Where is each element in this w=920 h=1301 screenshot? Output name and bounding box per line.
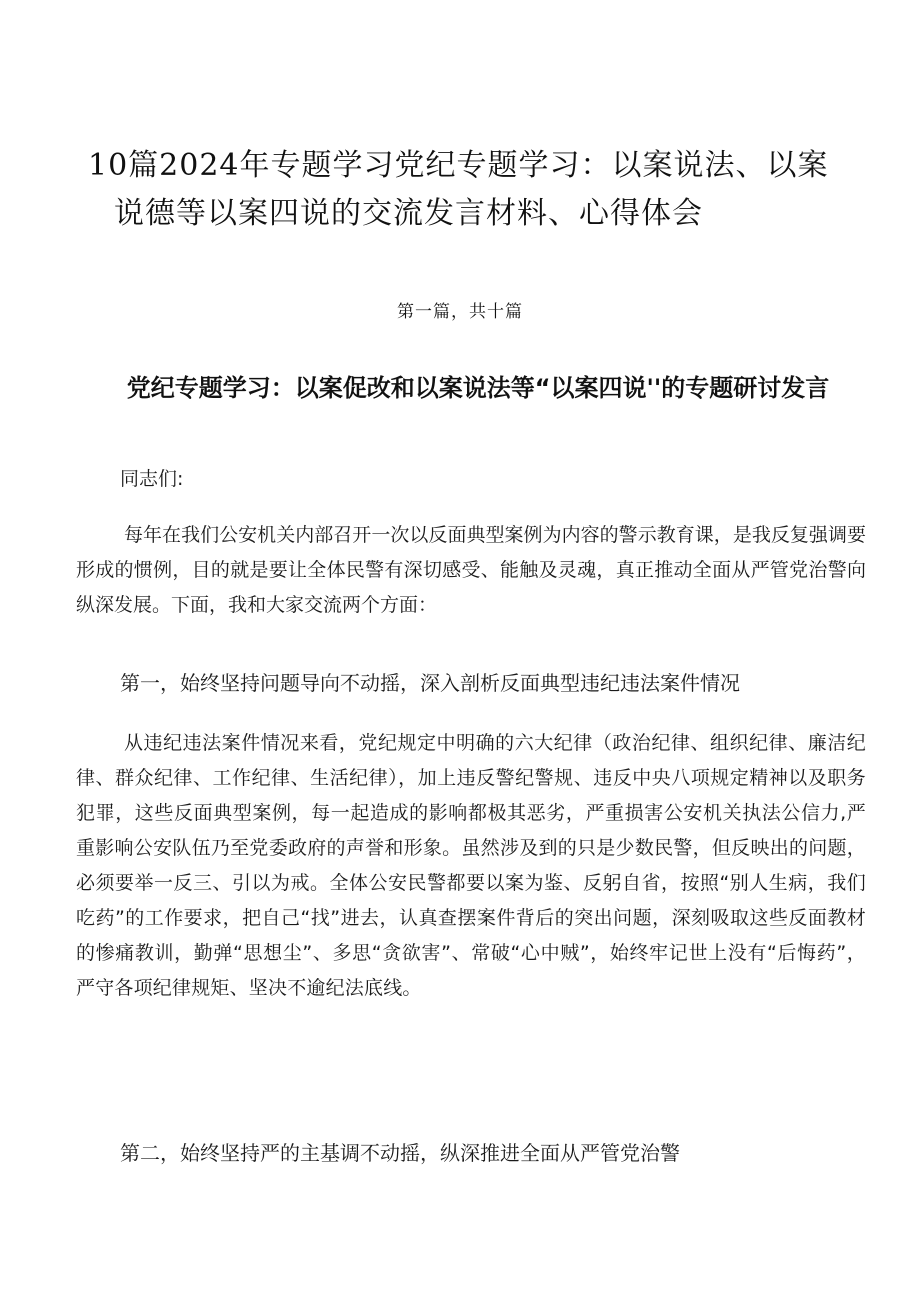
- heading-1: 第一，始终坚持问题导向不动摇，深入剖析反面典型违纪违法案件情况: [120, 671, 740, 695]
- salutation: 同志们:: [120, 468, 184, 490]
- document-title: [88, 142, 858, 238]
- heading-2: 第二，始终坚持严的主基调不动摇，纵深推进全面从严管党治警: [120, 1141, 680, 1165]
- document-title-line-1: 10篇2024年专题学习党纪专题学习：以案说法、以案: [88, 148, 829, 184]
- paragraph-2: 从违纪违法案件情况来看，党纪规定中明确的六大纪律（政治纪律、组织纪律、廉洁纪律、群众纪律、工作纪律、生活纪律），加上违反警纪警规、违反中央八项规定精神以及职务犯罪，这些反面典型案例，每一起造成的影响都极其恶劣，严重损害公安机关执法公信力,严重影响公安队伍乃至党委政府的声誉和形象。虽然涉及到的只是少数民警，但反映出的问题，必须要举一反三、引以为戒。全体公安民警都要以案为鉴、反躬自省，按照“别人生病，我们吃药”的工作要求，把自己“找”进去，认真查摆案件背后的突出问题，深刻吸取这些反面教材的惨痛教训，勤弹“思想尘”、多思“贪欲害”、常破“心中贼”，始终牢记世上没有“后悔药”，严守各项纪律规矩、坚决不逾纪法底线。: [76, 732, 866, 999]
- section-title: 党纪专题学习：以案促改和以案说法等“以案四说''的专题研讨发言: [126, 373, 830, 402]
- part-label: 第一篇，共十篇: [397, 302, 523, 322]
- document-title-line-2: 说德等以案四说的交流发言材料、心得体会: [114, 196, 703, 232]
- paragraph-1: 每年在我们公安机关内部召开一次以反面典型案例为内容的警示教育课，是我反复强调要形成的惯例，目的就是要让全体民警有深切感受、能触及灵魂，真正推动全面从严管党治警向纵深发展。下面，我和大家交流两个方面：: [76, 524, 866, 616]
